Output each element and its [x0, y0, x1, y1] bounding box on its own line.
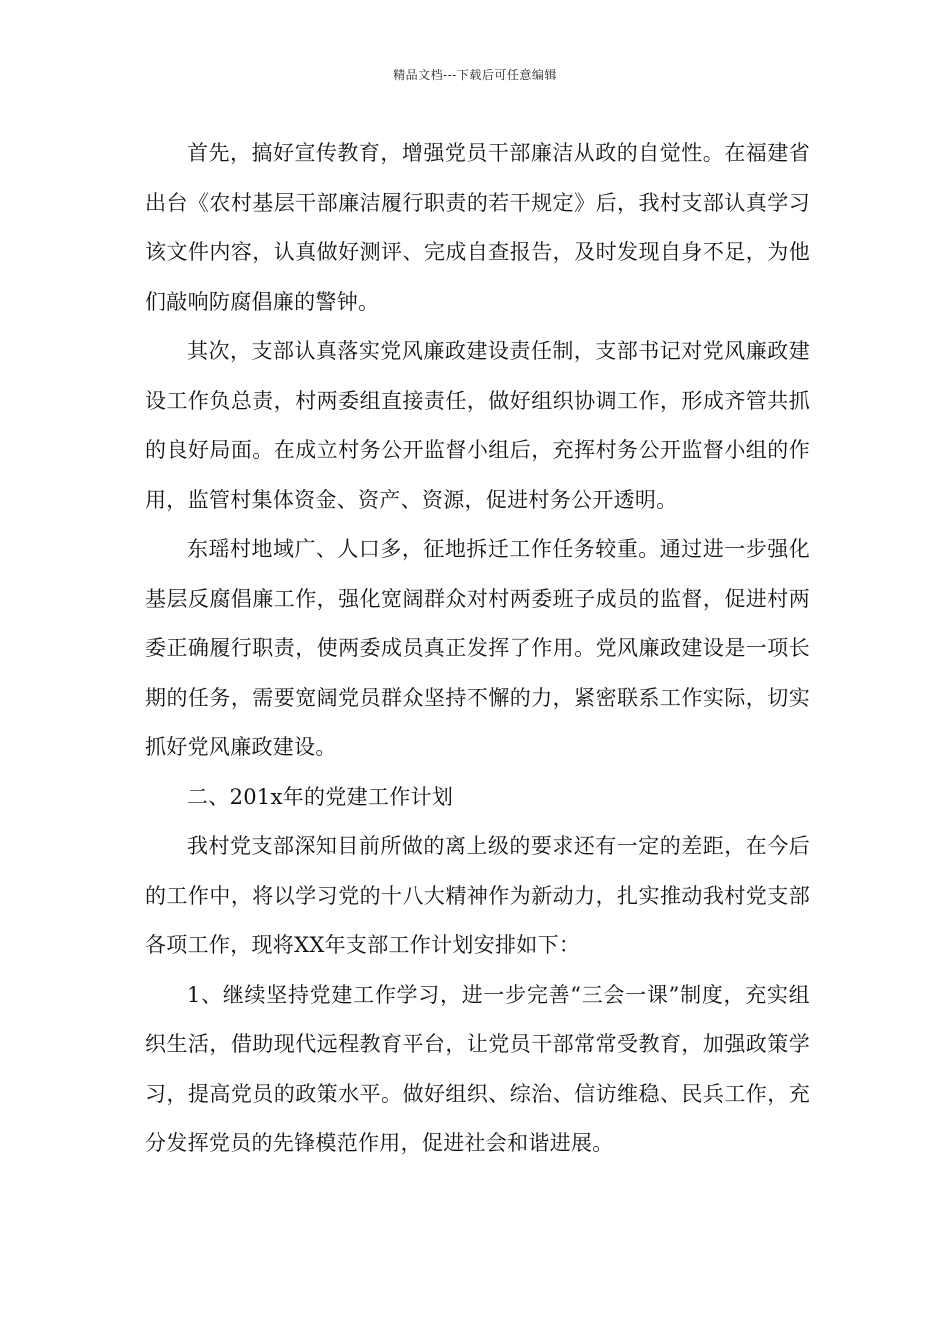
paragraph-plan-intro: 我村党支部深知目前所做的离上级的要求还有一定的差距，在今后的工作中，将以学习党的十八大精神作为新动力，扎实推动我村党支部各项工作，现将XX年支部工作计划安排如下：	[145, 834, 810, 957]
section-heading-work-plan: 二、201x年的党建工作计划	[187, 784, 454, 809]
paragraph-plan-item-1: 1、继续坚持党建工作学习，进一步完善“三会一课”制度，充实组织生活，借助现代远程教育平台，让党员干部常常受教育，加强政策学习，提高党员的政策水平。做好组织、综治、信访维稳、民兵工作，充分发挥党员的先锋模范作用，促进社会和谐进展。	[145, 982, 810, 1155]
document-body	[145, 129, 810, 1169]
paragraph-responsibility-system: 其次，支部认真落实党风廉政建设责任制，支部书记对党风廉政建设工作负总责，村两委组直接责任，做好组织协调工作，形成齐管共抓的良好局面。在成立村务公开监督小组后，充挥村务公开监督小组的作用，监管村集体资金、资产、资源，促进村务公开透明。	[145, 339, 810, 512]
paragraph-dongyao-village: 东瑶村地域广、人口多，征地拆迁工作任务较重。通过进一步强化基层反腐倡廉工作，强化宽阔群众对村两委班子成员的监督，促进村两委正确履行职责，使两委成员真正发挥了作用。党风廉政建设是一项长期的任务，需要宽阔党员群众坚持不懈的力，紧密联系工作实际，切实抓好党风廉政建设。	[145, 537, 810, 759]
paragraph-publicity-education: 首先，搞好宣传教育，增强党员干部廉洁从政的自觉性。在福建省出台《农村基层干部廉洁履行职责的若干规定》后，我村支部认真学习该文件内容，认真做好测评、完成自查报告，及时发现自身不足，为他们敲响防腐倡廉的警钟。	[145, 141, 810, 314]
page-header: 精品文档---下载后可任意编辑	[393, 68, 557, 82]
